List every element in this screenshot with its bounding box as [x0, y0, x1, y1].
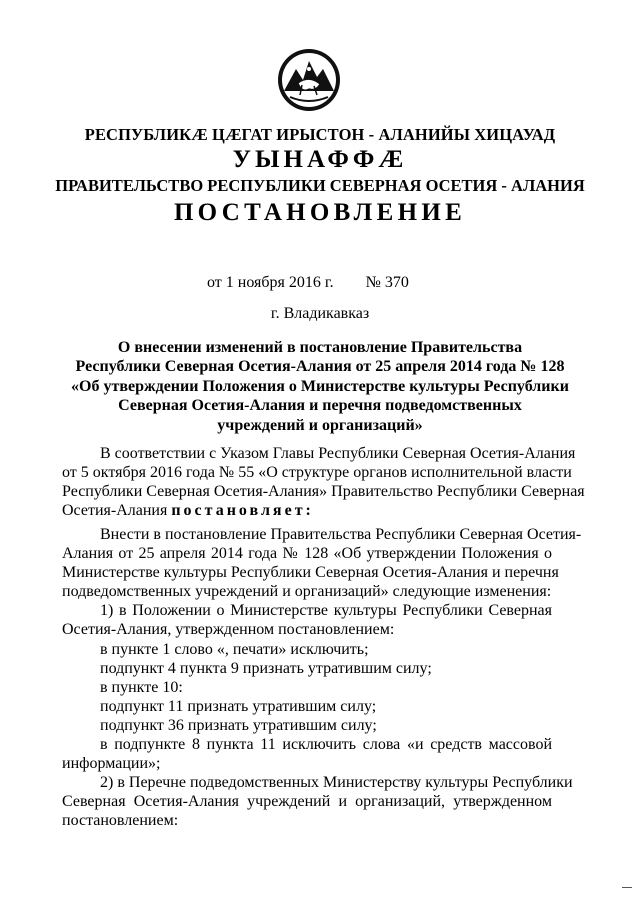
title-line: Северная Осетия-Алания и перечня подведомственных [118, 397, 522, 415]
text-line: Министерстве культуры Республики Северная Осетия-Алания и перечня [62, 564, 559, 582]
text-line: Внести в постановление Правительства Республики Северная Осетия- [100, 526, 582, 543]
text-line: Северная Осетия-Алания учреждений и организаций, утвержденном [62, 793, 552, 811]
preamble-paragraph [62, 444, 585, 520]
text-line: в пункте 1 слово «, печати» исключить; [100, 640, 369, 658]
text-line: от 5 октября 2016 года № 55 «О структуре органов исполнительной власти [62, 464, 572, 482]
coat-of-arms-emblem [276, 47, 342, 113]
text-line: постановлением: [62, 812, 179, 830]
preamble-prefix: Осетия-Алания [62, 502, 172, 520]
text-line: подведомственных учреждений и организаций» следующие изменения: [62, 583, 552, 601]
government-name: ПРАВИТЕЛЬСТВО РЕСПУБЛИКИ СЕВЕРНАЯ ОСЕТИЯ - АЛАНИЯ [55, 176, 585, 195]
republic-name-ossetian: РЕСПУБЛИКӔ ЦӔГАТ ИРЫСТОН - АЛАНИЙЫ ХИЦАУАД [84, 125, 556, 144]
document-date: от 1 ноября 2016 г. [207, 274, 334, 291]
text-line: Осетия-Алания, утвержденном постановлением: [62, 621, 395, 639]
text-line: в пункте 10: [100, 678, 183, 696]
text-line: Алания от 25 апреля 2014 года № 128 «Об утверждении Положения о [62, 545, 552, 563]
document-type: ПОСТАНОВЛЕНИЕ [173, 199, 467, 226]
decree-word: постановляет: [171, 502, 314, 520]
document-type-ossetian: УЫНАФФӔ [232, 146, 408, 173]
text-line [62, 501, 552, 520]
text-line: В соответствии с Указом Главы Республики Северная Осетия-Алания [100, 445, 576, 462]
text-line: в подпункте 8 пункта 11 исключить слова «и средств массовой [100, 736, 552, 754]
text-line: 2) в Перечне подведомственных Министерству культуры Республики [100, 774, 573, 792]
text-line: 1) в Положении о Министерстве культуры Республики Северная [100, 602, 552, 620]
title-line: учреждений и организаций» [217, 416, 423, 434]
main-body [62, 525, 582, 831]
title-line: О внесении изменений в постановление Правительства [117, 339, 523, 356]
document-city: г. Владикавказ [270, 305, 370, 322]
text-line: информации»; [62, 755, 161, 773]
title-line: «Об утверждении Положения о Министерстве культуры Республики [71, 377, 569, 395]
scan-mark [622, 887, 632, 888]
title-line: Республики Северная Осетия-Алания от 25 апреля 2014 года № 128 [75, 358, 565, 376]
text-line: подпункт 36 признать утратившим силу; [100, 716, 377, 734]
text-line: подпункт 11 признать утратившим силу; [100, 697, 377, 715]
document-title [60, 338, 580, 435]
date-number-line [207, 274, 409, 292]
text-line: подпункт 4 пункта 9 признать утратившим силу; [100, 659, 432, 677]
document-number: № 370 [365, 274, 409, 291]
text-line: Республики Северная Осетия-Алания» Правительство Республики Северная [62, 483, 585, 501]
